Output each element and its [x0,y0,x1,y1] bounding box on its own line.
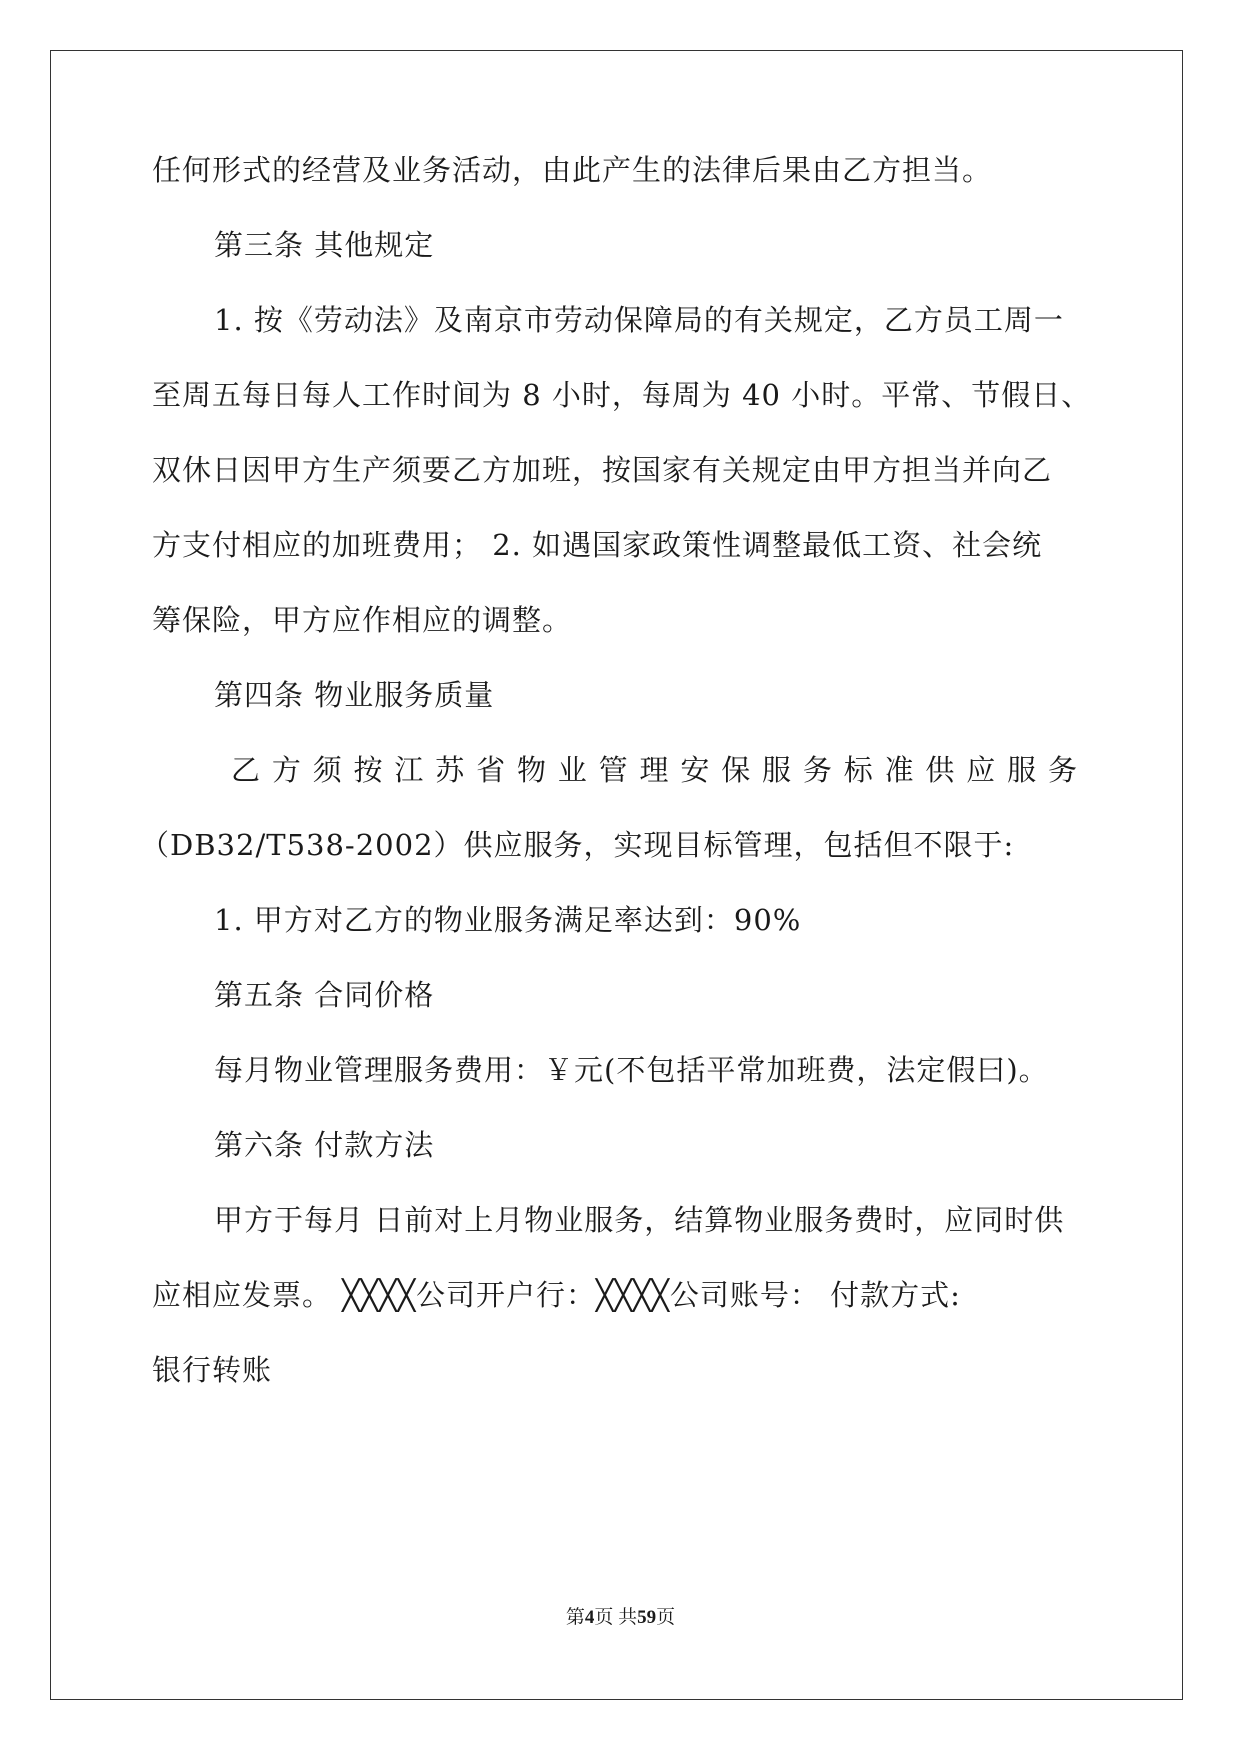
body-line-1: 任何形式的经营及业务活动，由此产生的法律后果由乙方担当。 [152,153,993,187]
section-heading-5: 第五条 合同价格 [214,978,435,1012]
page-border [50,50,1183,1700]
body-line-6: 方支付相应的加班费用； 2. 如遇国家政策性调整最低工资、社会统 [152,528,1043,562]
body-line-5: 双休日因甲方生产须要乙方加班，按国家有关规定由甲方担当并向乙 [152,453,1053,487]
body-line-16: 应相应发票。 ╳╳╳╳公司开户行：╳╳╳╳公司账号： 付款方式: [152,1278,961,1312]
body-line-11: 1. 甲方对乙方的物业服务满足率达到：90% [214,903,802,937]
section-heading-4: 第四条 物业服务质量 [214,678,495,712]
body-line-10: （DB32/T538-2002）供应服务，实现目标管理，包括但不限于: [140,828,1015,862]
body-line-4: 至周五每日每人工作时间为 8 小时，每周为 40 小时。平常、节假日、 [152,378,1092,412]
page-number-footer [0,1606,1241,1630]
section-heading-6: 第六条 付款方法 [214,1128,435,1162]
footer-prefix: 第 [565,1607,585,1628]
body-line-15: 甲方于每月 日前对上月物业服务，结算物业服务费时，应同时供 [214,1203,1065,1237]
footer-current-page: 4 [584,1607,595,1628]
body-line-17: 银行转账 [152,1353,273,1387]
body-line-9: 乙方须按江苏省物业管理安保服务标准供应服务 [231,753,1077,787]
footer-total-pages: 59 [637,1607,657,1628]
footer-middle: 页 共 [594,1607,638,1628]
body-line-13: 每月物业管理服务费用：￥元(不包括平常加班费，法定假曰)。 [214,1053,1049,1087]
section-heading-3: 第三条 其他规定 [214,228,435,262]
footer-suffix: 页 [656,1607,676,1628]
body-line-7: 筹保险，甲方应作相应的调整。 [152,603,573,637]
body-line-3: 1. 按《劳动法》及南京市劳动保障局的有关规定，乙方员工周一 [214,303,1064,337]
